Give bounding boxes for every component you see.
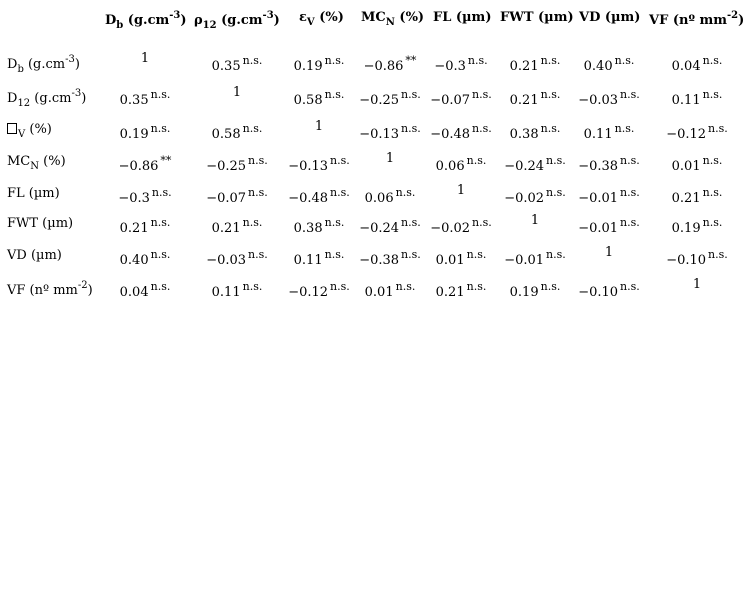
table-cell xyxy=(206,186,268,206)
cell-value: −0.01 xyxy=(578,221,619,236)
significance-mark: n.s. xyxy=(324,248,345,261)
table-cell xyxy=(510,122,561,142)
cell-value: 0.21 xyxy=(671,191,701,206)
label-superscript: -3 xyxy=(262,10,274,21)
cell-value: 1 xyxy=(232,85,242,100)
label-main: FL (µm) xyxy=(7,186,60,201)
label-main: MC xyxy=(361,10,386,25)
significance-mark: n.s. xyxy=(330,154,350,167)
cell-value: 0.40 xyxy=(119,253,149,268)
significance-mark: ** xyxy=(160,154,172,167)
row-label xyxy=(7,154,66,172)
significance-mark: n.s. xyxy=(702,88,723,101)
table-cell xyxy=(672,54,723,74)
cell-value: −0.38 xyxy=(359,253,400,268)
cell-value: −0.86 xyxy=(118,159,159,174)
table-cell xyxy=(120,248,171,268)
table-cell xyxy=(584,54,635,74)
table-cell xyxy=(206,248,268,268)
significance-mark: n.s. xyxy=(248,186,268,199)
table-cell xyxy=(233,85,241,100)
significance-mark: n.s. xyxy=(620,216,640,229)
label-subscript: b xyxy=(17,64,24,75)
label-tail: (%) xyxy=(39,154,66,169)
cell-value: −0.25 xyxy=(206,159,247,174)
table-cell xyxy=(315,119,323,134)
significance-mark: n.s. xyxy=(242,280,263,293)
significance-mark: n.s. xyxy=(540,54,561,67)
significance-mark: n.s. xyxy=(546,248,566,261)
cell-value: 0.38 xyxy=(293,221,323,236)
label-superscript: -3 xyxy=(169,10,181,21)
row-label xyxy=(7,54,80,75)
table-cell xyxy=(672,186,723,206)
label-main: VF (nº mm xyxy=(649,13,727,28)
significance-mark: n.s. xyxy=(702,54,723,67)
cell-value: −0.10 xyxy=(578,285,619,300)
label-main: FWT (µm) xyxy=(500,10,574,25)
cell-value: 0.19 xyxy=(671,221,701,236)
label-main: VD (µm) xyxy=(579,10,641,25)
significance-mark: n.s. xyxy=(708,122,728,135)
cell-value: 0.19 xyxy=(293,59,323,74)
table-cell xyxy=(386,151,394,166)
cell-value: −0.10 xyxy=(666,253,707,268)
label-main: MC xyxy=(7,154,31,169)
cell-value: −0.3 xyxy=(118,191,150,206)
label-superscript: -3 xyxy=(71,88,82,99)
table-cell xyxy=(578,216,640,236)
table-cell xyxy=(510,280,561,300)
table-cell xyxy=(212,54,263,74)
significance-mark: n.s. xyxy=(324,88,345,101)
label-main: ε xyxy=(299,10,307,25)
table-cell xyxy=(578,186,640,206)
row-label xyxy=(7,186,60,201)
table-cell xyxy=(294,88,345,108)
label-subscript: V xyxy=(18,129,26,140)
table-cell xyxy=(120,216,171,236)
significance-mark: n.s. xyxy=(472,122,492,135)
label-tail: (g.cm xyxy=(23,57,66,72)
cell-value: −0.48 xyxy=(288,191,329,206)
table-cell xyxy=(531,213,539,228)
table-cell xyxy=(294,216,345,236)
cell-value: −0.03 xyxy=(578,93,619,108)
table-cell xyxy=(510,88,561,108)
cell-value: −0.25 xyxy=(359,93,400,108)
significance-mark: n.s. xyxy=(401,88,421,101)
cell-value: 0.11 xyxy=(211,285,241,300)
table-cell xyxy=(120,88,171,108)
column-header xyxy=(649,10,744,28)
cell-value: −0.13 xyxy=(359,127,400,142)
cell-value: −0.03 xyxy=(206,253,247,268)
significance-mark: n.s. xyxy=(466,154,487,167)
cell-value: −0.12 xyxy=(666,127,707,142)
significance-mark: n.s. xyxy=(620,154,640,167)
significance-mark: n.s. xyxy=(151,186,172,199)
significance-mark: n.s. xyxy=(248,248,268,261)
table-cell xyxy=(359,248,421,268)
cell-value: 0.01 xyxy=(671,159,701,174)
table-cell xyxy=(120,280,171,300)
cell-value: −0.01 xyxy=(578,191,619,206)
significance-mark: n.s. xyxy=(150,248,171,261)
table-cell xyxy=(359,122,421,142)
label-end: ) xyxy=(273,13,280,28)
label-superscript: -2 xyxy=(726,10,739,21)
table-cell xyxy=(365,280,416,300)
significance-mark: n.s. xyxy=(702,216,723,229)
table-cell xyxy=(578,88,640,108)
table-cell xyxy=(294,54,345,74)
label-tail: (%) xyxy=(314,10,344,25)
cell-value: 0.58 xyxy=(211,127,241,142)
label-tail: (g.cm xyxy=(216,13,263,28)
cell-value: 1 xyxy=(604,245,614,260)
cell-value: −0.07 xyxy=(430,93,471,108)
cell-value: 0.35 xyxy=(211,59,241,74)
table-cell xyxy=(212,122,263,142)
cell-value: 0.21 xyxy=(119,221,149,236)
table-cell xyxy=(120,122,171,142)
table-cell xyxy=(212,216,263,236)
significance-mark: n.s. xyxy=(324,54,345,67)
significance-mark: n.s. xyxy=(472,88,492,101)
significance-mark: n.s. xyxy=(330,280,350,293)
significance-mark: n.s. xyxy=(620,88,640,101)
significance-mark: n.s. xyxy=(401,122,421,135)
significance-mark: n.s. xyxy=(242,216,263,229)
row-label xyxy=(7,88,86,109)
cell-value: 0.04 xyxy=(119,285,149,300)
cell-value: 1 xyxy=(456,183,466,198)
table-cell xyxy=(430,88,492,108)
cell-value: 0.21 xyxy=(509,93,539,108)
cell-value: −0.3 xyxy=(434,59,466,74)
column-header xyxy=(299,10,344,28)
cell-value: −0.48 xyxy=(430,127,471,142)
table-cell xyxy=(141,51,149,66)
cell-value: 0.21 xyxy=(435,285,465,300)
label-superscript: -2 xyxy=(77,280,88,291)
significance-mark: ** xyxy=(405,54,417,67)
label-main: ρ xyxy=(194,13,203,28)
table-cell xyxy=(436,248,487,268)
label-subscript: N xyxy=(30,161,40,172)
cell-value: −0.01 xyxy=(504,253,545,268)
significance-mark: n.s. xyxy=(242,54,263,67)
cell-value: −0.13 xyxy=(288,159,329,174)
label-subscript: 12 xyxy=(202,20,217,31)
cell-value: 0.11 xyxy=(671,93,701,108)
significance-mark: n.s. xyxy=(150,122,171,135)
table-cell xyxy=(294,248,345,268)
significance-mark: n.s. xyxy=(614,54,635,67)
significance-mark: n.s. xyxy=(540,122,561,135)
label-main: FL (µm) xyxy=(433,10,492,25)
significance-mark: n.s. xyxy=(401,248,421,261)
column-header xyxy=(194,10,280,31)
cell-value: −0.86 xyxy=(363,59,404,74)
significance-mark: n.s. xyxy=(395,280,416,293)
significance-mark: n.s. xyxy=(324,216,345,229)
column-header xyxy=(579,10,640,25)
cell-value: 0.40 xyxy=(583,59,613,74)
significance-mark: n.s. xyxy=(401,216,421,229)
table-cell xyxy=(359,88,421,108)
cell-value: 0.11 xyxy=(293,253,323,268)
cell-value: 0.35 xyxy=(119,93,149,108)
row-label xyxy=(7,280,93,298)
table-cell xyxy=(288,186,350,206)
cell-value: 1 xyxy=(314,119,324,134)
significance-mark: n.s. xyxy=(467,54,488,67)
table-cell xyxy=(434,54,487,74)
table-cell xyxy=(672,154,723,174)
table-cell xyxy=(672,216,723,236)
table-cell xyxy=(584,122,635,142)
cell-value: 0.38 xyxy=(509,127,539,142)
significance-mark: n.s. xyxy=(466,248,487,261)
table-cell xyxy=(504,154,566,174)
significance-mark: n.s. xyxy=(702,154,723,167)
cell-value: 0.58 xyxy=(293,93,323,108)
column-header xyxy=(433,10,491,25)
column-header xyxy=(500,10,574,25)
label-main: D xyxy=(7,91,18,106)
row-label xyxy=(7,122,52,140)
table-cell xyxy=(504,186,566,206)
cell-value: 0.21 xyxy=(211,221,241,236)
label-subscript: N xyxy=(385,17,395,28)
significance-mark: n.s. xyxy=(248,154,268,167)
table-cell xyxy=(206,154,268,174)
cell-value: 0.04 xyxy=(671,59,701,74)
table-cell xyxy=(212,280,263,300)
row-label xyxy=(7,216,73,231)
table-cell xyxy=(118,186,171,206)
table-cell xyxy=(288,280,350,300)
cell-value: −0.24 xyxy=(504,159,545,174)
cell-value: −0.24 xyxy=(359,221,400,236)
table-cell xyxy=(430,122,492,142)
label-end: ) xyxy=(738,13,745,28)
table-cell xyxy=(457,183,465,198)
table-cell xyxy=(436,280,487,300)
significance-mark: n.s. xyxy=(242,122,263,135)
significance-mark: n.s. xyxy=(150,88,171,101)
significance-mark: n.s. xyxy=(330,186,350,199)
table-cell xyxy=(359,216,421,236)
label-tail: (g.cm xyxy=(123,13,170,28)
cell-value: 0.19 xyxy=(119,127,149,142)
cell-value: 1 xyxy=(530,213,540,228)
label-main: D xyxy=(7,57,18,72)
label-main: D xyxy=(105,13,117,28)
significance-mark: n.s. xyxy=(708,248,728,261)
cell-value: 0.11 xyxy=(583,127,613,142)
table-cell xyxy=(672,88,723,108)
row-label xyxy=(7,248,62,263)
cell-value: 0.01 xyxy=(364,285,394,300)
significance-mark: n.s. xyxy=(620,186,640,199)
cell-value: 1 xyxy=(385,151,395,166)
cell-value: 0.06 xyxy=(435,159,465,174)
label-end: ) xyxy=(87,283,93,298)
column-header xyxy=(361,10,424,28)
significance-mark: n.s. xyxy=(620,280,640,293)
significance-mark: n.s. xyxy=(150,280,171,293)
significance-mark: n.s. xyxy=(395,186,416,199)
label-tail: (%) xyxy=(25,122,52,137)
significance-mark: n.s. xyxy=(614,122,635,135)
cell-value: −0.12 xyxy=(288,285,329,300)
cell-value: 0.21 xyxy=(509,59,539,74)
significance-mark: n.s. xyxy=(702,186,723,199)
table-cell xyxy=(288,154,350,174)
label-main: VD (µm) xyxy=(7,248,62,263)
table-cell xyxy=(365,186,416,206)
table-cell xyxy=(605,245,613,260)
significance-mark: n.s. xyxy=(466,280,487,293)
significance-mark: n.s. xyxy=(546,186,566,199)
label-main: VF (nº mm xyxy=(7,283,78,298)
cell-value: 0.01 xyxy=(435,253,465,268)
table-cell xyxy=(693,277,701,292)
cell-value: 0.06 xyxy=(364,191,394,206)
label-subscript: 12 xyxy=(17,98,31,109)
table-cell xyxy=(436,154,487,174)
significance-mark: n.s. xyxy=(540,88,561,101)
cell-value: −0.02 xyxy=(430,221,471,236)
significance-mark: n.s. xyxy=(472,216,492,229)
label-end: ) xyxy=(81,91,87,106)
column-header xyxy=(105,10,187,31)
label-superscript: -3 xyxy=(65,54,75,65)
significance-mark: n.s. xyxy=(546,154,566,167)
significance-mark: n.s. xyxy=(540,280,561,293)
table-cell xyxy=(666,248,728,268)
table-cell xyxy=(119,154,172,174)
label-tail: (%) xyxy=(394,10,425,25)
cell-value: 1 xyxy=(692,277,702,292)
label-subscript: V xyxy=(306,17,315,28)
significance-mark: n.s. xyxy=(150,216,171,229)
cell-value: −0.07 xyxy=(206,191,247,206)
label-main: FWT (µm) xyxy=(7,216,74,231)
table-cell xyxy=(578,154,640,174)
label-subscript: b xyxy=(116,20,124,31)
cell-value: −0.02 xyxy=(504,191,545,206)
table-cell xyxy=(504,248,566,268)
table-cell xyxy=(666,122,728,142)
missing-glyph-box xyxy=(7,123,17,134)
label-tail: (g.cm xyxy=(30,91,72,106)
label-end: ) xyxy=(180,13,187,28)
label-end: ) xyxy=(74,57,80,72)
table-cell xyxy=(510,54,561,74)
table-cell xyxy=(430,216,492,236)
cell-value: 0.19 xyxy=(509,285,539,300)
table-cell xyxy=(364,54,417,74)
cell-value: 1 xyxy=(140,51,150,66)
table-cell xyxy=(578,280,640,300)
cell-value: −0.38 xyxy=(578,159,619,174)
